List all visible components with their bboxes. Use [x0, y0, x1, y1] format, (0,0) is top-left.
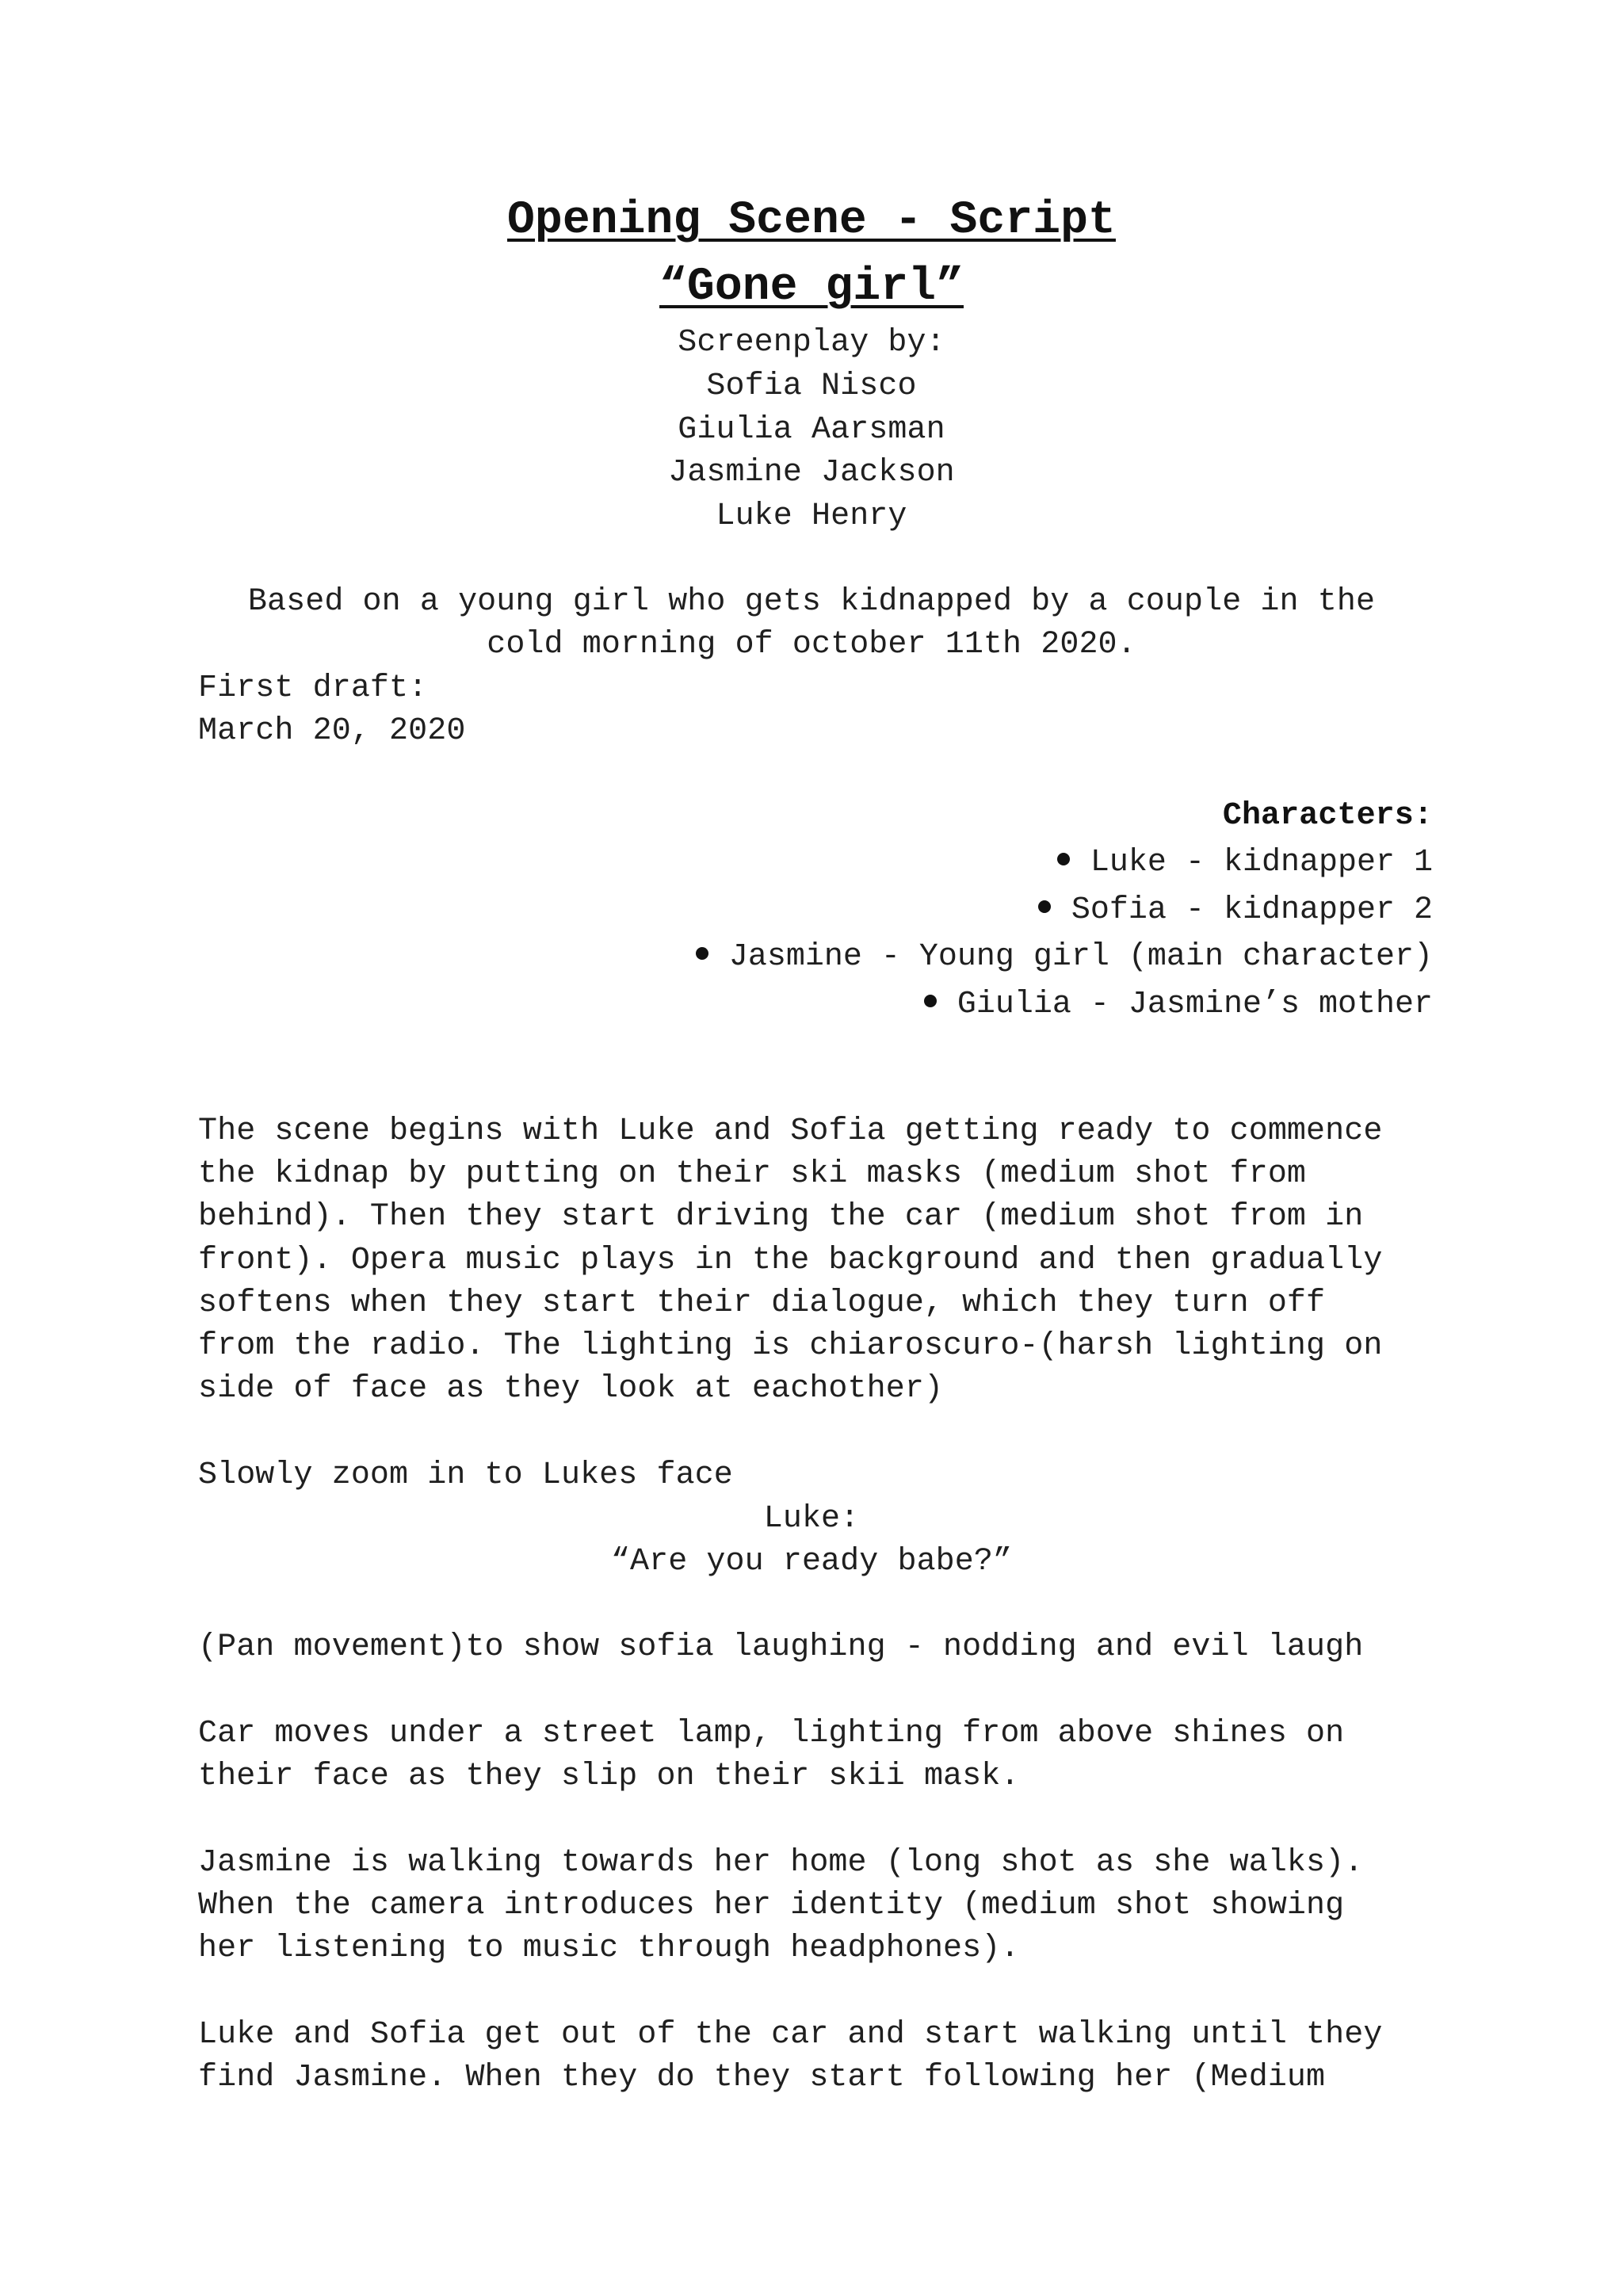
page-title: Opening Scene - Script: [507, 195, 1116, 246]
action-line: side of face as they look at eachother): [198, 1371, 944, 1407]
author-name: Luke Henry: [716, 499, 907, 534]
action-line: When the camera introduces her identity (medium shot showing: [198, 1888, 1345, 1924]
action-line: her listening to music through headphones).: [198, 1931, 1020, 1966]
bullet-icon: [924, 995, 937, 1007]
action-line: front). Opera music plays in the background and then gradually: [198, 1243, 1383, 1278]
action-line: find Jasmine. When they do they start following her (Medium: [198, 2060, 1326, 2095]
bullet-icon: [1057, 853, 1070, 865]
character-text: Luke - kidnapper 1: [1090, 845, 1433, 881]
logline-line: cold morning of october 11th 2020.: [487, 627, 1136, 663]
action-line: the kidnap by putting on their ski masks (medium shot from: [198, 1156, 1307, 1192]
character-item: [1038, 889, 1433, 932]
bullet-icon: [1038, 900, 1051, 913]
page-subtitle: “Gone girl”: [659, 262, 964, 313]
author-name: Giulia Aarsman: [678, 412, 945, 448]
action-line: Jasmine is walking towards her home (long shot as she walks).: [198, 1845, 1364, 1881]
logline-line: Based on a young girl who gets kidnapped by a couple in the: [247, 584, 1376, 620]
draft-date: March 20, 2020: [198, 713, 466, 749]
characters-heading: Characters:: [1222, 798, 1433, 834]
action-line: behind). Then they start driving the car (medium shot from in: [198, 1199, 1364, 1235]
action-line: their face as they slip on their skii mask.: [198, 1759, 1020, 1794]
action-line: Luke and Sofia get out of the car and start walking until they: [198, 2017, 1383, 2053]
character-text: Sofia - kidnapper 2: [1071, 892, 1433, 928]
dialogue-line: “Are you ready babe?”: [610, 1544, 1013, 1580]
author-name: Jasmine Jackson: [668, 455, 955, 491]
action-line: Car moves under a street lamp, lighting from above shines on: [198, 1716, 1345, 1752]
camera-direction: (Pan movement)to show sofia laughing - nodding and evil laugh: [198, 1629, 1364, 1665]
dialogue-speaker: Luke:: [763, 1501, 860, 1537]
draft-label: First draft:: [198, 670, 428, 706]
character-item: [1057, 842, 1433, 884]
action-line: softens when they start their dialogue, which they turn off: [198, 1286, 1326, 1321]
character-item: [696, 936, 1433, 979]
camera-direction: Slowly zoom in to Lukes face: [198, 1457, 733, 1493]
credits-label: Screenplay by:: [678, 325, 945, 361]
action-line: The scene begins with Luke and Sofia getting ready to commence: [198, 1114, 1383, 1149]
bullet-icon: [696, 947, 708, 960]
character-item: [924, 984, 1433, 1026]
character-text: Giulia - Jasmine’s mother: [957, 987, 1433, 1022]
author-name: Sofia Nisco: [706, 369, 917, 404]
character-text: Jasmine - Young girl (main character): [728, 939, 1433, 975]
action-line: from the radio. The lighting is chiaroscuro-(harsh lighting on: [198, 1328, 1383, 1364]
